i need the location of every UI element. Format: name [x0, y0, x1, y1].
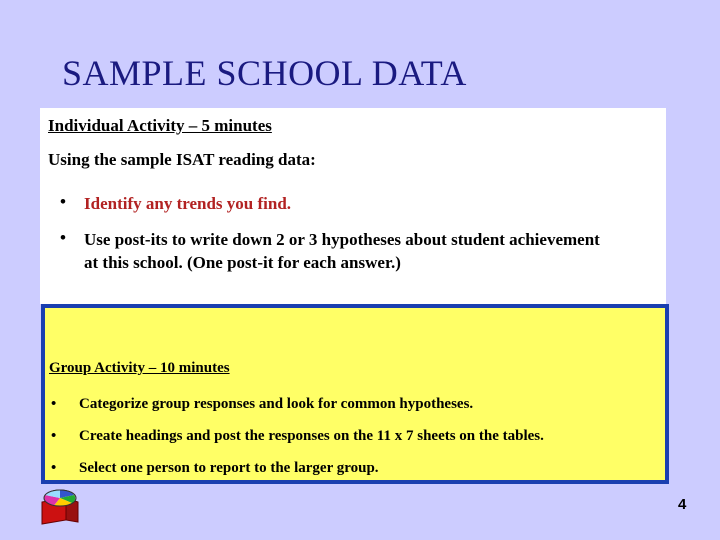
individual-activity-heading: Individual Activity – 5 minutes	[48, 116, 272, 135]
slide-title: SAMPLE SCHOOL DATA	[62, 53, 467, 93]
group-item-text: Create headings and post the responses on the 11 x 7 sheets on the tables.	[79, 428, 544, 444]
page-number: 4	[678, 496, 687, 513]
bullet: •	[60, 192, 66, 211]
individual-item-text: Identify any trends you find.	[84, 194, 292, 213]
group-activity-heading: Group Activity – 10 minutes	[49, 360, 230, 376]
bullet: •	[60, 228, 66, 247]
bullet: •	[51, 428, 57, 444]
group-item-text: Categorize group responses and look for common hypotheses.	[79, 396, 474, 412]
pie-chart-box-icon	[36, 486, 84, 526]
individual-activity-intro: Using the sample ISAT reading data:	[48, 150, 316, 169]
individual-item-text: Use post-its to write down 2 or 3 hypotheses about student achievement at this school. (One post-it for each answer.)	[84, 230, 600, 272]
bullet: •	[51, 460, 57, 476]
group-activity-box	[41, 304, 669, 484]
group-item-text: Select one person to report to the larger group.	[79, 460, 379, 476]
bullet: •	[51, 396, 57, 412]
individual-activity-box	[40, 108, 666, 304]
